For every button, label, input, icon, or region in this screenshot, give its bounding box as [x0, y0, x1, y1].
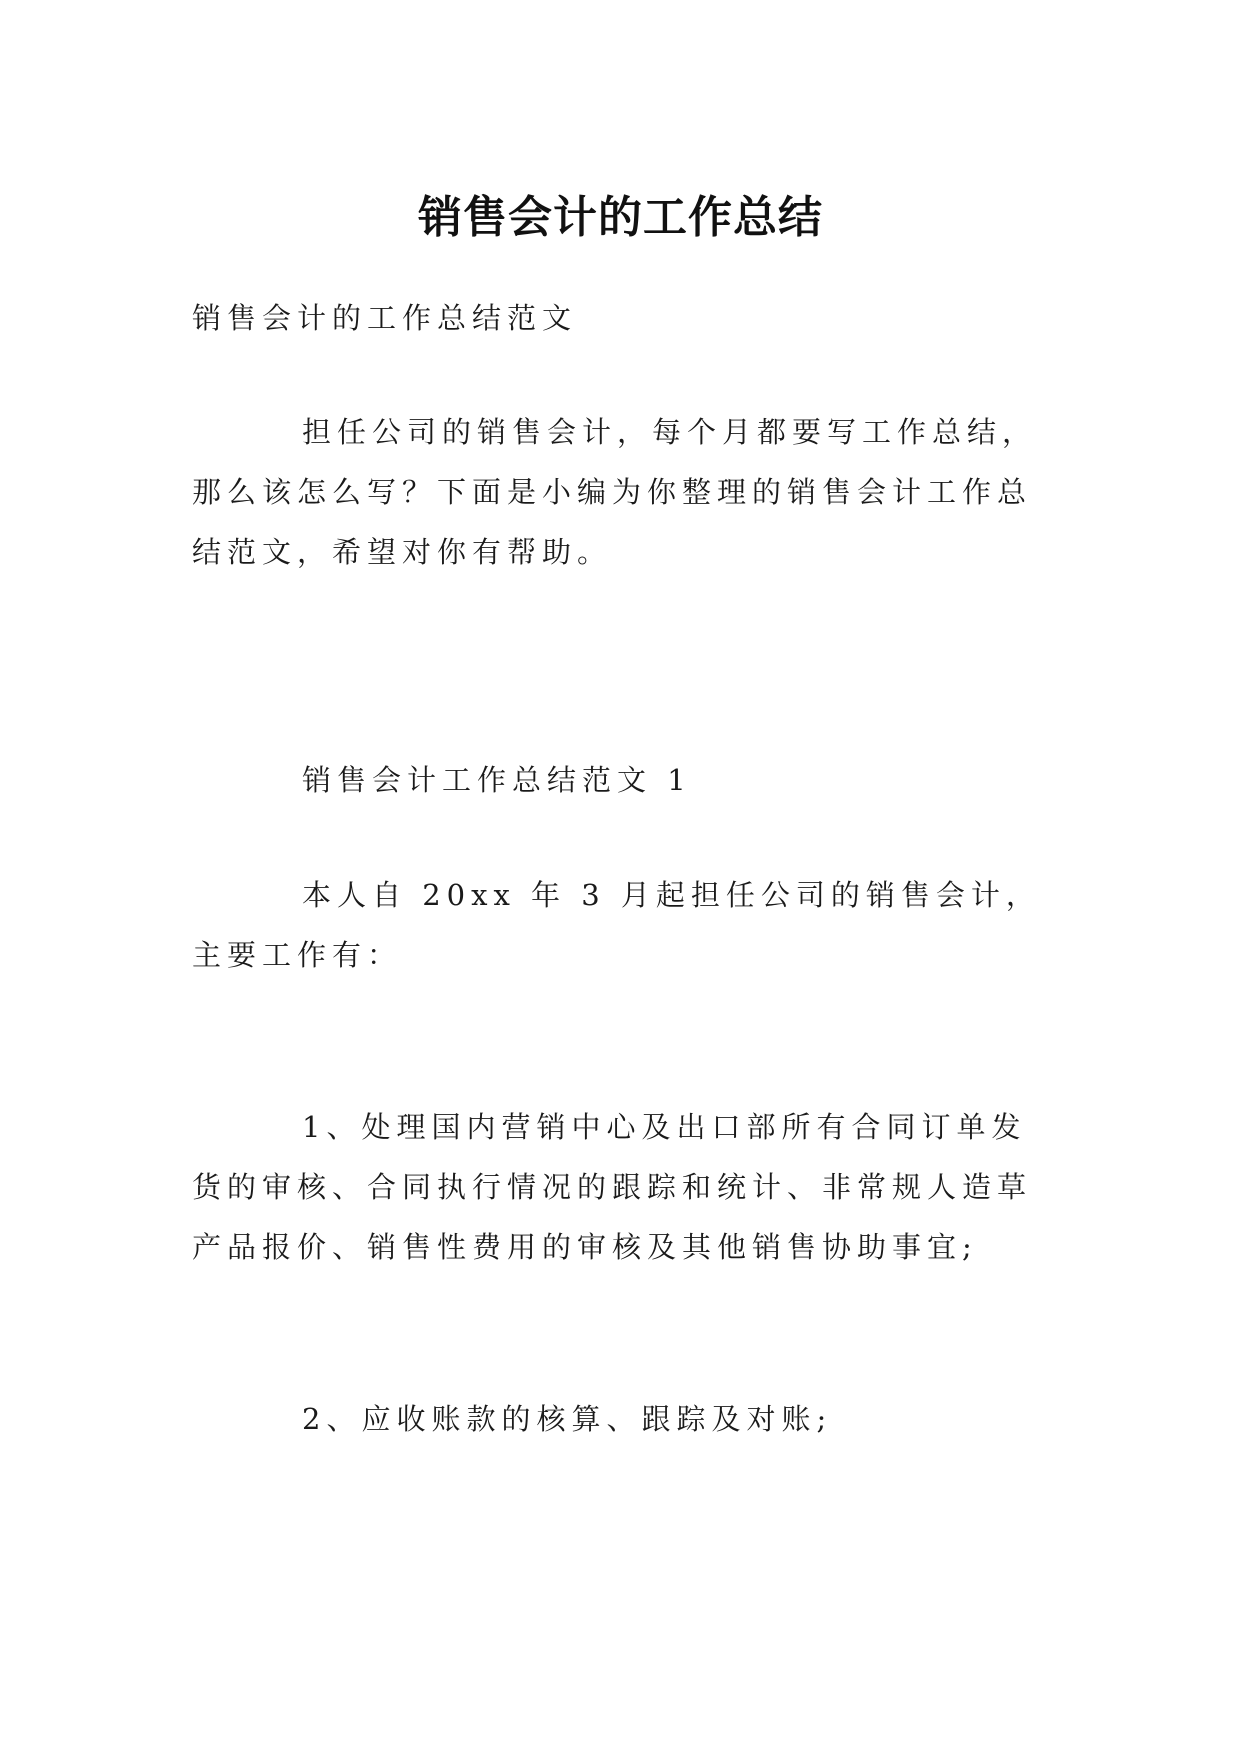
intro-paragraph: 担任公司的销售会计，每个月都要写工作总结，那么该怎么写？下面是小编为你整理的销售会计工作总结范文，希望对你有帮助。: [192, 415, 1038, 569]
list-item: 1、处理国内营销中心及出口部所有合同订单发货的审核、合同执行情况的跟踪和统计、非常规人造草产品报价、销售性费用的审核及其他销售协助事宜;: [192, 1110, 1033, 1264]
document-title: 销售会计的工作总结: [418, 192, 823, 244]
list-item: 2、应收账款的核算、跟踪及对账;: [302, 1402, 833, 1436]
body-paragraph: 本人自 20xx 年 3 月起担任公司的销售会计，主要工作有：: [192, 878, 1041, 972]
document-subtitle: 销售会计的工作总结范文: [192, 301, 578, 335]
section-heading: 销售会计工作总结范文 1: [302, 763, 692, 797]
